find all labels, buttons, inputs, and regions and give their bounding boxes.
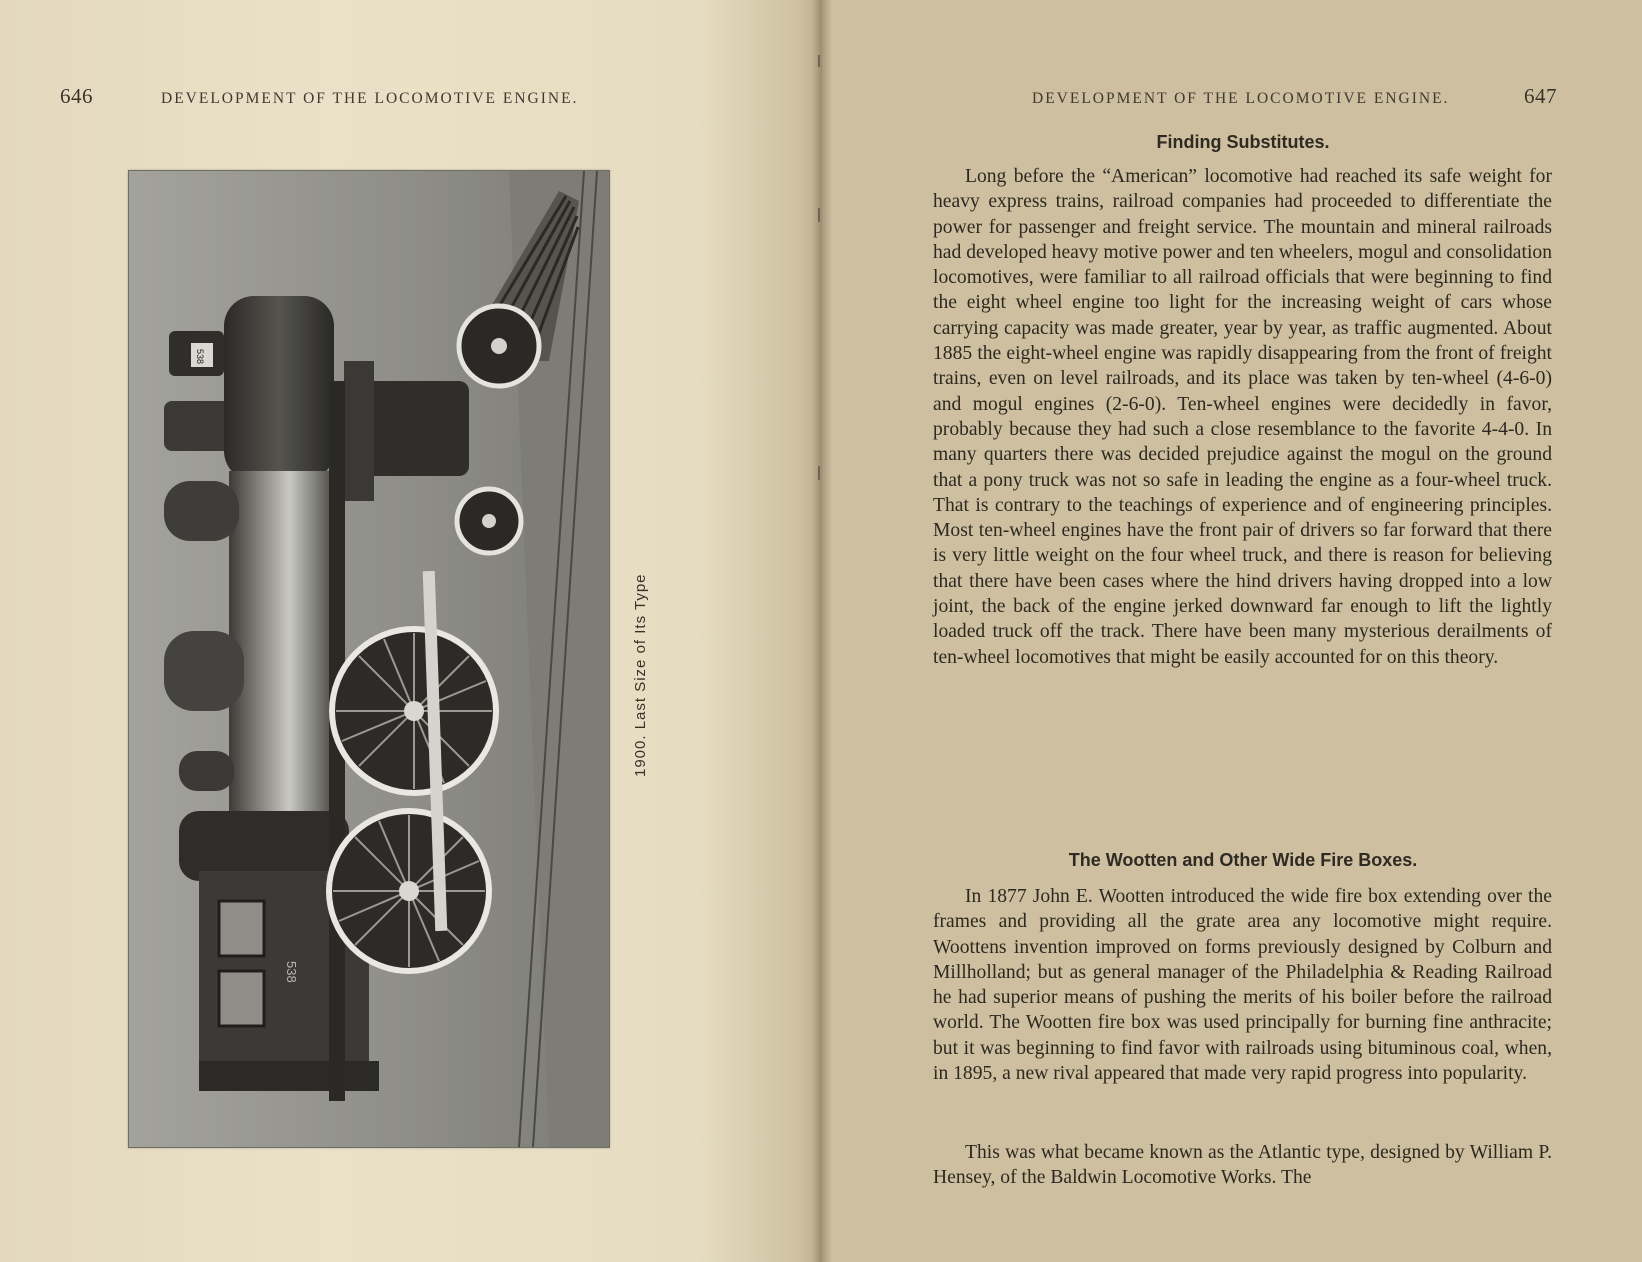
headlight-number: 538 (195, 349, 205, 365)
running-head-right: DEVELOPMENT OF THE LOCOMOTIVE ENGINE. (1032, 90, 1450, 107)
pilot-wheel-2 (457, 489, 521, 553)
driving-wheel-1 (332, 629, 496, 793)
section-heading-wide-fire-boxes: The Wootten and Other Wide Fire Boxes. (1068, 850, 1418, 870)
gutter-mark (818, 208, 820, 222)
locomotive-illustration (129, 171, 609, 1147)
driving-wheel-2 (329, 811, 489, 971)
running-head-left: DEVELOPMENT OF THE LOCOMOTIVE ENGINE. (161, 90, 579, 107)
cab-number: 538 (284, 961, 299, 983)
pilot-wheel-1 (459, 306, 539, 386)
section-heading-finding-substitutes: Finding Substitutes. (1156, 132, 1330, 152)
paragraph-atlantic-type: This was what became known as the Atlantic type, designed by William P. Hensey, of the Baldwin Locomotive Works. The (933, 1142, 1552, 1189)
page-number-right: 647 (1524, 84, 1557, 108)
paragraph-finding-substitutes: Long before the “American” locomotive had reached its safe weight for heavy express trains, railroad companies had proceeded to differentiate the power for passenger and freight service. The mountain and mineral railroads had developed heavy motive power and ten wheelers, mogul and consolidation locomotives, were familiar to all railroad officials that were beginning to find the eight wheel engine too light for the increasing weight of cars whose carrying capacity was made greater, year by year, as traffic augmented. About 1885 the eight-wheel engine was rapidly disappearing from the front of freight trains, even on level railroads, and its place was taken by ten-wheel (4-6-0) and mogul engines (2-6-0). Ten-wheel engines were decidedly in favor, probably because they had such a close resemblance to the favorite 4-4-0. In many quarters there was decided prejudice against the mogul on the ground that a pony truck was not so safe in leading the engine as a four-wheel truck. That is contrary to the teachings of experience and of engineering principles. Most ten-wheel engines have the front pair of drivers so far forward that there is very little weight on the four wheel truck, and there is reason for believing that there have been cases where the hind drivers having dropped into a low joint, the back of the engine jerked downward far enough to lift the lightly loaded truck off the track. There have been many mysterious derailments of ten-wheel locomotives that might be easily accounted for on this theory. (933, 166, 1552, 668)
gutter-mark (818, 466, 820, 480)
paragraph-wootten: In 1877 John E. Wootten introduced the wide fire box extending over the frames and providing all the grate area any locomotive might require. Woottens invention improved on forms previously designed by Colburn and Millholland; but as general manager of the Philadelphia & Reading Railroad he had superior means of pushing the merits of his boiler before the railroad world. The Wootten fire box was used principally for burning fine anthracite; but it was beginning to find favor with railroads using bituminous coal, when, in 1895, a new rival appeared that made very rapid progress into popularity. (933, 886, 1552, 1085)
page-number-left: 646 (60, 84, 93, 108)
plate-caption-text: 1900. Last Size of Its Type (632, 573, 649, 777)
gutter-mark (818, 55, 820, 67)
locomotive-plate (128, 170, 610, 1148)
book-gutter (812, 0, 832, 1262)
